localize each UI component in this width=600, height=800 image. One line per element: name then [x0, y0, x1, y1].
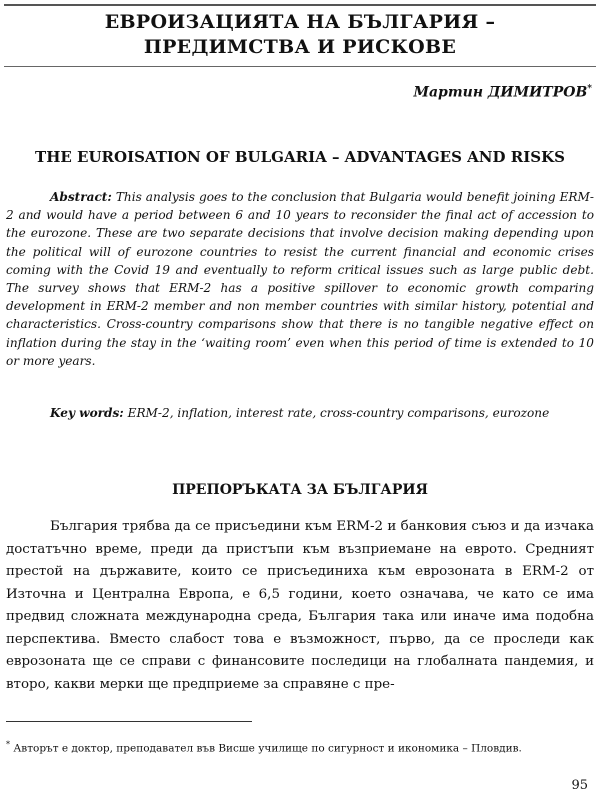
title-line-2: ПРЕДИМСТВА И РИСКОВЕ — [143, 36, 457, 58]
keywords-text: ERM-2, inflation, interest rate, cross-country comparisons, eurozone — [123, 406, 550, 420]
keywords-label: Key words: — [50, 406, 124, 420]
english-title: THE EUROISATION OF BULGARIA – ADVANTAGES AND RISKS — [35, 148, 565, 166]
page-title — [0, 10, 600, 60]
footnote-text: Авторът е доктор, преподавател във Висше училище по сигурност и икономика – Пловдив. — [10, 742, 522, 755]
footnote-mark: * — [6, 740, 10, 749]
author-name — [413, 84, 592, 101]
top-rule — [4, 4, 596, 6]
section-heading: ПРЕПОРЪКАТА ЗА БЪЛГАРИЯ — [172, 482, 428, 498]
abstract-text: This analysis goes to the conclusion that Bulgaria would benefit joining ERM-2 and would have a period between 6 and 10 years to reconsider the final act of accession to the eurozone. These are two separate decisions that involve decision making depending upon the political will of eurozone countries to resist the current financial and economic crises coming with the Covid 19 and eventually to reform critical issues such as large public debt. The survey shows that ERM-2 has a positive spillover to economic growth comparing development in ERM-2 member and non member countries with similar history, potential and characteristics. Cross-country comparisons show that there is no tangible negative effect on inflation during the stay in the ‘waiting room’ even when this period of time is extended to 10 or more years. — [6, 190, 594, 368]
keywords — [6, 404, 594, 422]
page-number: 95 — [571, 778, 588, 793]
author-footnote-mark: * — [587, 84, 592, 94]
footnote — [6, 737, 594, 757]
title-line-1: ЕВРОИЗАЦИЯТА НА БЪЛГАРИЯ – — [104, 11, 496, 33]
body-paragraph: България трябва да се присъедини към ERM-2 и банковия съюз и да изчака достатъчно време, преди да пристъпи към възприемане на еврото. Средният престой на държавите, които се присъединиха към еврозоната в ERM-2 от Източна и Централна Европа, е 6,5 години, което означава, че като се има предвид сложната международна среда, България така или иначе има подобна перспектива. Вместо слабост това е възможност, първо, да се проследи как еврозоната ще се справи с финансовите последици на глобалната пандемия, и второ, какви мерки ще предприеме за справяне с пре- — [6, 519, 594, 692]
abstract-label: Abstract: — [50, 190, 112, 204]
author-text: Мартин ДИМИТРОВ — [413, 84, 588, 101]
title-bottom-rule — [4, 66, 596, 67]
abstract — [6, 188, 594, 370]
footnote-rule — [6, 721, 252, 722]
